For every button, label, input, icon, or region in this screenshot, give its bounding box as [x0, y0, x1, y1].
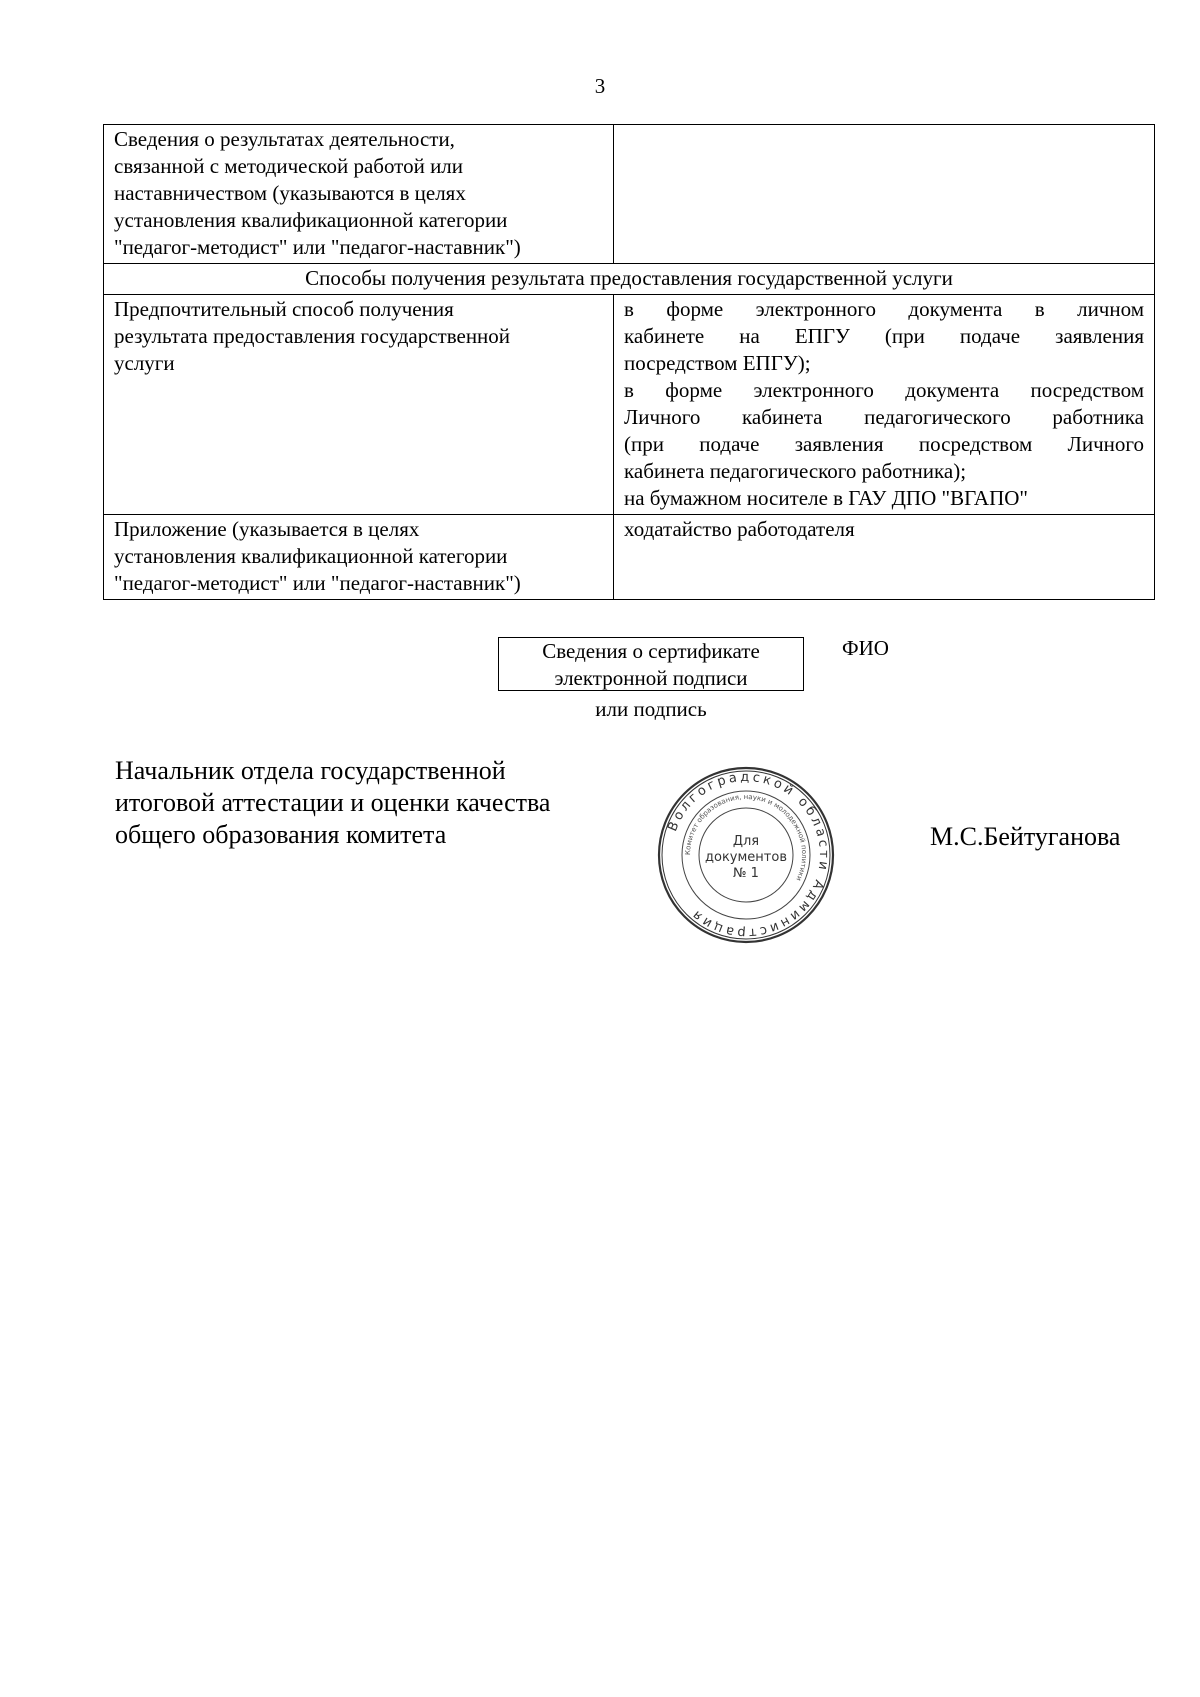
table-row: [104, 264, 1155, 295]
attachment-label-cell: [104, 515, 614, 600]
cell-line: в форме электронного документа в личном: [624, 297, 1144, 321]
preferred-method-label-cell: [104, 295, 614, 515]
cell-line: кабинета педагогического работника);: [624, 459, 967, 483]
stamp-center-line: документов: [705, 850, 787, 865]
signature-certificate-box: [498, 637, 804, 691]
cell-line: "педагог-методист" или "педагог-наставник"): [114, 235, 521, 259]
preferred-method-value-cell: [614, 295, 1155, 515]
signer-title-line: общего образования комитета: [115, 820, 447, 849]
table-row: [104, 515, 1155, 600]
cell-line: Сведения о результатах деятельности,: [114, 127, 455, 151]
attachment-value-cell: ходатайство работодателя: [614, 515, 1155, 600]
cell-line: результата предоставления государственной: [114, 324, 511, 348]
page-number: 3: [594, 74, 606, 98]
cell-line: посредством ЕПГУ);: [624, 351, 811, 375]
cell-line: услуги: [114, 351, 175, 375]
cell-line: Предпочтительный способ получения: [114, 297, 454, 321]
signature-caption: или подпись: [595, 697, 707, 721]
cell-line: установления квалификационной категории: [114, 208, 508, 232]
cell-line: кабинете на ЕПГУ (при подаче заявления: [624, 324, 1144, 348]
table-row: [104, 125, 1155, 264]
cell-line: связанной с методической работой или: [114, 154, 464, 178]
signer-name: М.С.Бейтуганова: [930, 822, 1121, 851]
methodical-work-label-cell: [104, 125, 614, 264]
cert-box-line: Сведения о сертификате: [542, 639, 760, 663]
application-details-table: [103, 124, 1155, 600]
stamp-outer-text: Волгоградской области Администрация: [665, 769, 832, 941]
cell-line: Приложение (указывается в целях: [114, 517, 420, 541]
cell-line: на бумажном носителе в ГАУ ДПО "ВГАПО": [624, 486, 1029, 510]
fio-label: ФИО: [842, 636, 889, 660]
cell-line: "педагог-методист" или "педагог-наставник"): [114, 571, 521, 595]
cell-line: наставничеством (указываются в целях: [114, 181, 466, 205]
cert-box-line: электронной подписи: [554, 666, 748, 690]
cell-line: установления квалификационной категории: [114, 544, 508, 568]
stamp-center-line: Для: [732, 834, 760, 849]
cell-line: (при подаче заявления посредством Личного: [624, 432, 1144, 456]
table-row: [104, 295, 1155, 515]
cell-line: Личного кабинета педагогического работника: [624, 405, 1144, 429]
signer-title: [115, 755, 550, 851]
methodical-work-value-cell: [614, 125, 1155, 264]
cell-line: в форме электронного документа посредством: [624, 378, 1144, 402]
signer-title-line: итоговой аттестации и оценки качества: [115, 788, 551, 817]
stamp-inner-text: Комитет образования, науки и молодежной политики: [683, 792, 809, 883]
signer-title-line: Начальник отдела государственной: [115, 756, 506, 785]
stamp-center-line: № 1: [733, 866, 759, 881]
official-seal-stamp: [656, 765, 836, 945]
section-header: Способы получения результата предоставления государственной услуги: [104, 264, 1155, 295]
